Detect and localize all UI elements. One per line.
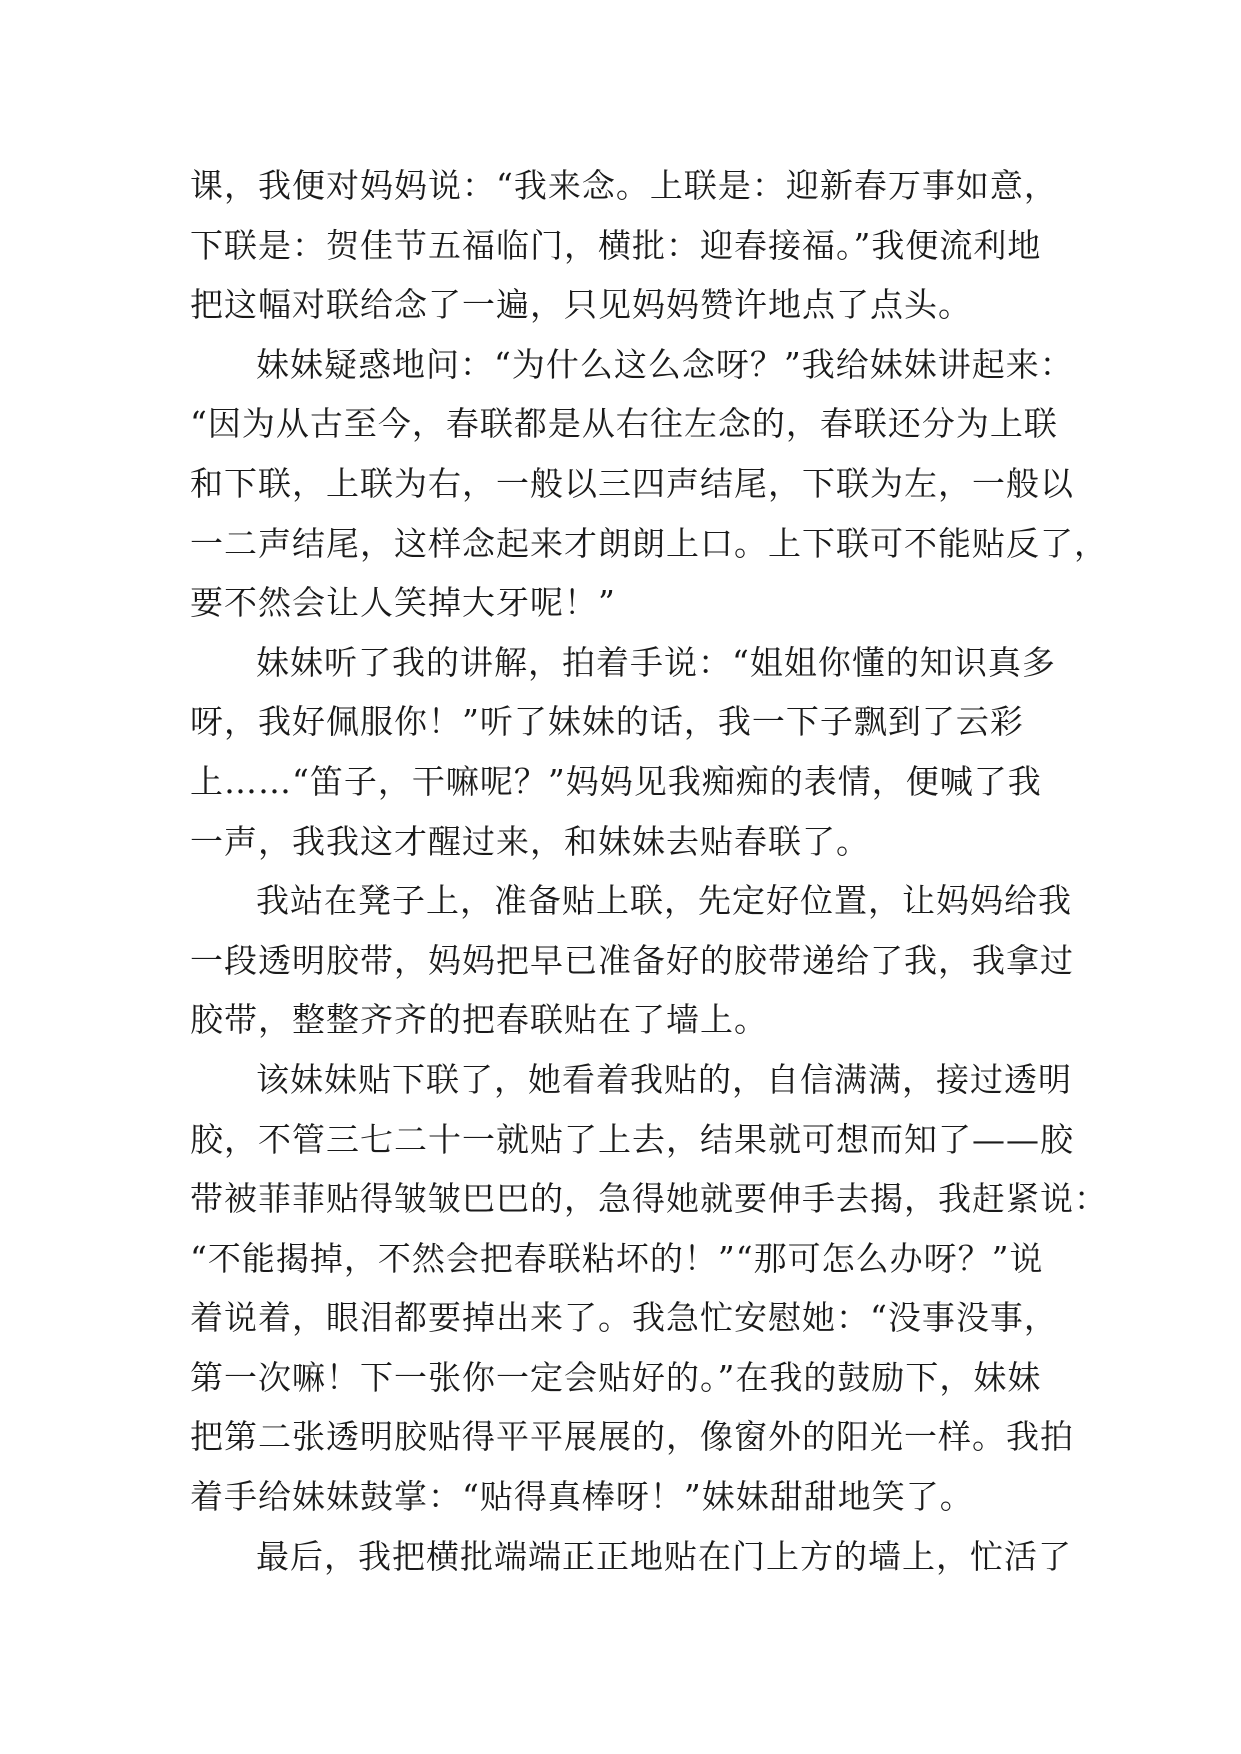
text-line: 妹妹听了我的讲解，拍着手说：“姐姐你懂的知识真多 xyxy=(256,642,1056,682)
text-line: 着说着，眼泪都要掉出来了。我急忙安慰她：“没事没事， xyxy=(190,1298,1058,1338)
text-line: 要不然会让人笑掉大牙呢！” xyxy=(190,583,616,623)
text-line: “不能揭掉，不然会把春联粘坏的！”“那可怎么办呀？”说 xyxy=(190,1238,1044,1278)
text-line: 把第二张透明胶贴得平平展展的，像窗外的阳光一样。我拍 xyxy=(190,1417,1074,1457)
text-line: 该妹妹贴下联了，她看着我贴的，自信满满，接过透明 xyxy=(256,1059,1072,1099)
text-line: “因为从古至今，春联都是从右往左念的，春联还分为上联 xyxy=(190,404,1058,444)
text-line: 妹妹疑惑地问：“为什么这么念呀？”我给妹妹讲起来： xyxy=(256,344,1074,384)
text-line: 把这幅对联给念了一遍，只见妈妈赞许地点了点头。 xyxy=(190,285,972,325)
text-line: 呀，我好佩服你！”听了妹妹的话，我一下子飘到了云彩 xyxy=(190,702,1024,742)
text-line: 最后，我把横批端端正正地贴在门上方的墙上，忙活了 xyxy=(256,1536,1072,1576)
text-line: 一声，我我这才醒过来，和妹妹去贴春联了。 xyxy=(190,821,870,861)
text-line: 课，我便对妈妈说：“我来念。上联是：迎新春万事如意， xyxy=(190,166,1058,205)
text-line: 一段透明胶带，妈妈把早已准备好的胶带递给了我，我拿过 xyxy=(190,940,1074,980)
text-line: 一二声结尾，这样念起来才朗朗上口。上下联可不能贴反了， xyxy=(190,523,1108,563)
text-line: 胶带，整整齐齐的把春联贴在了墙上。 xyxy=(190,1000,768,1040)
text-line: 胶，不管三七二十一就贴了上去，结果就可想而知了——胶 xyxy=(190,1119,1074,1159)
text-line: 我站在凳子上，准备贴上联，先定好位置，让妈妈给我 xyxy=(256,881,1072,921)
text-line: 和下联，上联为右，一般以三四声结尾，下联为左，一般以 xyxy=(190,463,1074,503)
text-line: 上……“笛子，干嘛呢？”妈妈见我痴痴的表情，便喊了我 xyxy=(190,761,1042,801)
text-line: 第一次嘛！下一张你一定会贴好的。”在我的鼓励下，妹妹 xyxy=(190,1357,1042,1397)
body-text xyxy=(190,156,1108,1586)
text-line: 着手给妹妹鼓掌：“贴得真棒呀！”妹妹甜甜地笑了。 xyxy=(190,1477,974,1517)
text-line: 下联是：贺佳节五福临门，横批：迎春接福。”我便流利地 xyxy=(190,225,1042,265)
text-line: 带被菲菲贴得皱皱巴巴的，急得她就要伸手去揭，我赶紧说： xyxy=(190,1179,1108,1219)
